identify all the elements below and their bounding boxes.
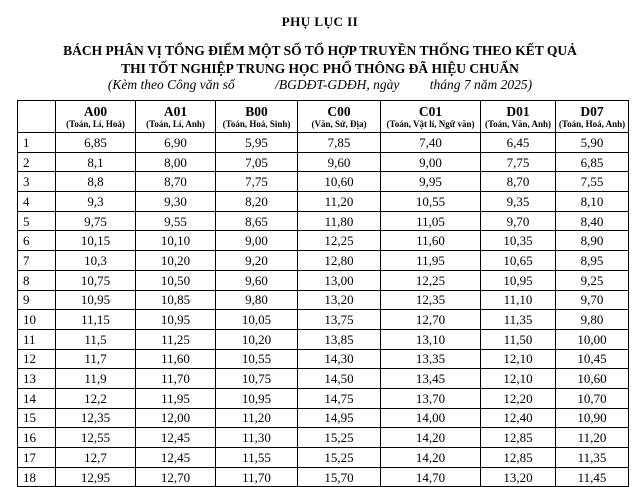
- score-cell: 9,80: [216, 290, 298, 310]
- score-cell: 11,05: [381, 211, 481, 231]
- column-header: [298, 101, 381, 133]
- score-cell: 11,25: [136, 329, 216, 349]
- score-cell: 10,65: [481, 251, 556, 271]
- score-cell: 10,35: [481, 231, 556, 251]
- column-header: [381, 101, 481, 133]
- rank-cell: 5: [18, 211, 56, 231]
- score-cell: 10,55: [216, 349, 298, 369]
- score-cell: 7,55: [556, 172, 629, 192]
- table-row: [18, 467, 629, 487]
- score-cell: 9,75: [56, 211, 136, 231]
- rank-cell: 17: [18, 448, 56, 468]
- score-cell: 12,95: [56, 467, 136, 487]
- rank-cell: 7: [18, 251, 56, 271]
- column-subjects: (Toán, Hoá, Anh): [558, 119, 626, 129]
- score-cell: 14,95: [298, 408, 381, 428]
- rank-cell: 6: [18, 231, 56, 251]
- score-cell: 8,65: [216, 211, 298, 231]
- score-cell: 12,10: [481, 369, 556, 389]
- score-cell: 15,25: [298, 428, 381, 448]
- score-cell: 9,00: [381, 152, 481, 172]
- score-cell: 10,70: [556, 388, 629, 408]
- table-row: [18, 329, 629, 349]
- score-cell: 8,00: [136, 152, 216, 172]
- score-cell: 11,35: [556, 448, 629, 468]
- score-cell: 6,90: [136, 133, 216, 153]
- table-row: [18, 388, 629, 408]
- rank-cell: 10: [18, 310, 56, 330]
- score-cell: 13,20: [298, 290, 381, 310]
- score-cell: 12,10: [481, 349, 556, 369]
- score-cell: 8,10: [556, 192, 629, 212]
- score-cell: 11,10: [481, 290, 556, 310]
- score-cell: 10,90: [556, 408, 629, 428]
- score-cell: 13,85: [298, 329, 381, 349]
- table-row: [18, 152, 629, 172]
- column-subjects: (Toán, Lí, Anh): [146, 119, 205, 129]
- score-cell: 12,85: [481, 428, 556, 448]
- score-cell: 11,30: [216, 428, 298, 448]
- score-cell: 12,45: [136, 448, 216, 468]
- column-header: [136, 101, 216, 133]
- rank-cell: 8: [18, 270, 56, 290]
- score-cell: 13,75: [298, 310, 381, 330]
- score-cell: 14,20: [381, 448, 481, 468]
- table-row: [18, 133, 629, 153]
- score-cell: 14,20: [381, 428, 481, 448]
- percentile-table: [17, 100, 629, 487]
- score-cell: 12,20: [481, 388, 556, 408]
- score-cell: 8,70: [481, 172, 556, 192]
- document-subtitle: (Kèm theo Công văn số /BGDĐT-GDĐH, ngày tháng 7 năm 2025): [107, 77, 533, 92]
- score-cell: 10,20: [216, 329, 298, 349]
- score-cell: 11,45: [556, 467, 629, 487]
- score-cell: 5,95: [216, 133, 298, 153]
- column-header: [481, 101, 556, 133]
- document-heading-line-1: BÁCH PHÂN VỊ TỔNG ĐIỂM MỘT SỐ TỔ HỢP TRUYỀN THỐNG THEO KẾT QUẢ: [63, 43, 577, 58]
- rank-cell: 18: [18, 467, 56, 487]
- score-cell: 9,55: [136, 211, 216, 231]
- score-cell: 9,35: [481, 192, 556, 212]
- score-cell: 10,50: [136, 270, 216, 290]
- table-row: [18, 270, 629, 290]
- score-cell: 9,60: [298, 152, 381, 172]
- table-body: [18, 133, 629, 487]
- score-cell: 12,45: [136, 428, 216, 448]
- score-cell: 8,40: [556, 211, 629, 231]
- rank-cell: 4: [18, 192, 56, 212]
- score-cell: 9,70: [556, 290, 629, 310]
- rank-cell: 9: [18, 290, 56, 310]
- score-cell: 12,25: [381, 270, 481, 290]
- rank-header: [18, 101, 56, 133]
- table-row: [18, 428, 629, 448]
- score-cell: 10,10: [136, 231, 216, 251]
- score-cell: 7,75: [216, 172, 298, 192]
- score-cell: 8,95: [556, 251, 629, 271]
- score-cell: 14,00: [381, 408, 481, 428]
- table-row: [18, 448, 629, 468]
- column-code: D01: [506, 104, 530, 119]
- score-cell: 14,75: [298, 388, 381, 408]
- score-cell: 9,80: [556, 310, 629, 330]
- score-cell: 13,20: [481, 467, 556, 487]
- score-cell: 10,85: [136, 290, 216, 310]
- score-cell: 11,20: [298, 192, 381, 212]
- rank-cell: 11: [18, 329, 56, 349]
- score-cell: 11,70: [136, 369, 216, 389]
- score-cell: 6,85: [56, 133, 136, 153]
- score-cell: 12,35: [56, 408, 136, 428]
- score-cell: 10,60: [556, 369, 629, 389]
- score-cell: 10,95: [136, 310, 216, 330]
- score-cell: 9,3: [56, 192, 136, 212]
- score-cell: 8,90: [556, 231, 629, 251]
- score-cell: 10,95: [481, 270, 556, 290]
- column-code: C01: [418, 104, 443, 119]
- score-cell: 10,15: [56, 231, 136, 251]
- score-cell: 12,00: [136, 408, 216, 428]
- column-header: [56, 101, 136, 133]
- score-cell: 11,9: [56, 369, 136, 389]
- column-code: B00: [245, 104, 268, 119]
- score-cell: 13,00: [298, 270, 381, 290]
- score-cell: 10,75: [216, 369, 298, 389]
- score-cell: 11,7: [56, 349, 136, 369]
- column-code: A01: [163, 104, 188, 119]
- score-cell: 11,50: [481, 329, 556, 349]
- score-cell: 11,15: [56, 310, 136, 330]
- table-row: [18, 369, 629, 389]
- column-code: D07: [580, 104, 604, 119]
- score-cell: 11,20: [216, 408, 298, 428]
- score-cell: 8,1: [56, 152, 136, 172]
- column-header: [556, 101, 629, 133]
- appendix-title: PHỤ LỤC II: [281, 14, 359, 29]
- score-cell: 10,45: [556, 349, 629, 369]
- score-cell: 8,8: [56, 172, 136, 192]
- rank-cell: 15: [18, 408, 56, 428]
- score-cell: 10,00: [556, 329, 629, 349]
- score-cell: 10,20: [136, 251, 216, 271]
- table-row: [18, 310, 629, 330]
- score-cell: 14,30: [298, 349, 381, 369]
- score-cell: 11,95: [381, 251, 481, 271]
- rank-cell: 13: [18, 369, 56, 389]
- score-cell: 10,55: [381, 192, 481, 212]
- score-cell: 9,60: [216, 270, 298, 290]
- score-cell: 12,2: [56, 388, 136, 408]
- score-cell: 12,25: [298, 231, 381, 251]
- score-cell: 15,70: [298, 467, 381, 487]
- score-cell: 11,60: [136, 349, 216, 369]
- column-header: [216, 101, 298, 133]
- score-cell: 10,95: [56, 290, 136, 310]
- score-cell: 6,45: [481, 133, 556, 153]
- score-cell: 12,55: [56, 428, 136, 448]
- table-row: [18, 231, 629, 251]
- table-row: [18, 192, 629, 212]
- column-subjects: (Toán, Hoá, Sinh): [222, 119, 291, 129]
- score-cell: 8,20: [216, 192, 298, 212]
- score-cell: 8,70: [136, 172, 216, 192]
- score-cell: 9,70: [481, 211, 556, 231]
- score-cell: 10,05: [216, 310, 298, 330]
- score-cell: 12,40: [481, 408, 556, 428]
- score-cell: 9,25: [556, 270, 629, 290]
- score-cell: 9,20: [216, 251, 298, 271]
- score-cell: 11,80: [298, 211, 381, 231]
- column-code: C00: [327, 104, 351, 119]
- score-cell: 12,70: [381, 310, 481, 330]
- document-heading-line-2: THI TỐT NGHIỆP TRUNG HỌC PHỔ THÔNG ĐÃ HIỆU CHUẨN: [121, 61, 519, 76]
- column-subjects: (Toán, Vật lí, Ngữ văn): [386, 119, 475, 129]
- score-cell: 5,90: [556, 133, 629, 153]
- score-cell: 12,35: [381, 290, 481, 310]
- score-cell: 9,95: [381, 172, 481, 192]
- score-cell: 10,95: [216, 388, 298, 408]
- score-cell: 11,70: [216, 467, 298, 487]
- table-row: [18, 290, 629, 310]
- score-cell: 7,05: [216, 152, 298, 172]
- score-cell: 13,45: [381, 369, 481, 389]
- column-subjects: (Toán, Văn, Anh): [484, 119, 552, 129]
- table-header-row: [18, 101, 629, 133]
- rank-cell: 1: [18, 133, 56, 153]
- rank-cell: 14: [18, 388, 56, 408]
- table-row: [18, 211, 629, 231]
- score-cell: 14,70: [381, 467, 481, 487]
- score-cell: 10,75: [56, 270, 136, 290]
- table-row: [18, 172, 629, 192]
- score-cell: 15,25: [298, 448, 381, 468]
- score-cell: 9,30: [136, 192, 216, 212]
- score-cell: 11,60: [381, 231, 481, 251]
- score-cell: 11,95: [136, 388, 216, 408]
- score-cell: 11,20: [556, 428, 629, 448]
- score-cell: 7,85: [298, 133, 381, 153]
- score-cell: 12,70: [136, 467, 216, 487]
- score-cell: 14,50: [298, 369, 381, 389]
- table-row: [18, 251, 629, 271]
- score-cell: 11,55: [216, 448, 298, 468]
- score-cell: 12,80: [298, 251, 381, 271]
- table-row: [18, 408, 629, 428]
- score-cell: 12,7: [56, 448, 136, 468]
- column-code: A00: [83, 104, 108, 119]
- rank-cell: 3: [18, 172, 56, 192]
- score-cell: 6,85: [556, 152, 629, 172]
- column-subjects: (Văn, Sử, Địa): [311, 119, 367, 129]
- column-subjects: (Toán, Lí, Hoá): [66, 119, 125, 129]
- score-cell: 11,5: [56, 329, 136, 349]
- score-cell: 13,35: [381, 349, 481, 369]
- score-cell: 7,75: [481, 152, 556, 172]
- score-cell: 9,00: [216, 231, 298, 251]
- score-cell: 10,3: [56, 251, 136, 271]
- rank-cell: 16: [18, 428, 56, 448]
- score-cell: 10,60: [298, 172, 381, 192]
- score-cell: 12,85: [481, 448, 556, 468]
- score-cell: 13,70: [381, 388, 481, 408]
- score-cell: 13,10: [381, 329, 481, 349]
- rank-cell: 12: [18, 349, 56, 369]
- score-cell: 7,40: [381, 133, 481, 153]
- score-cell: 11,35: [481, 310, 556, 330]
- table-row: [18, 349, 629, 369]
- rank-cell: 2: [18, 152, 56, 172]
